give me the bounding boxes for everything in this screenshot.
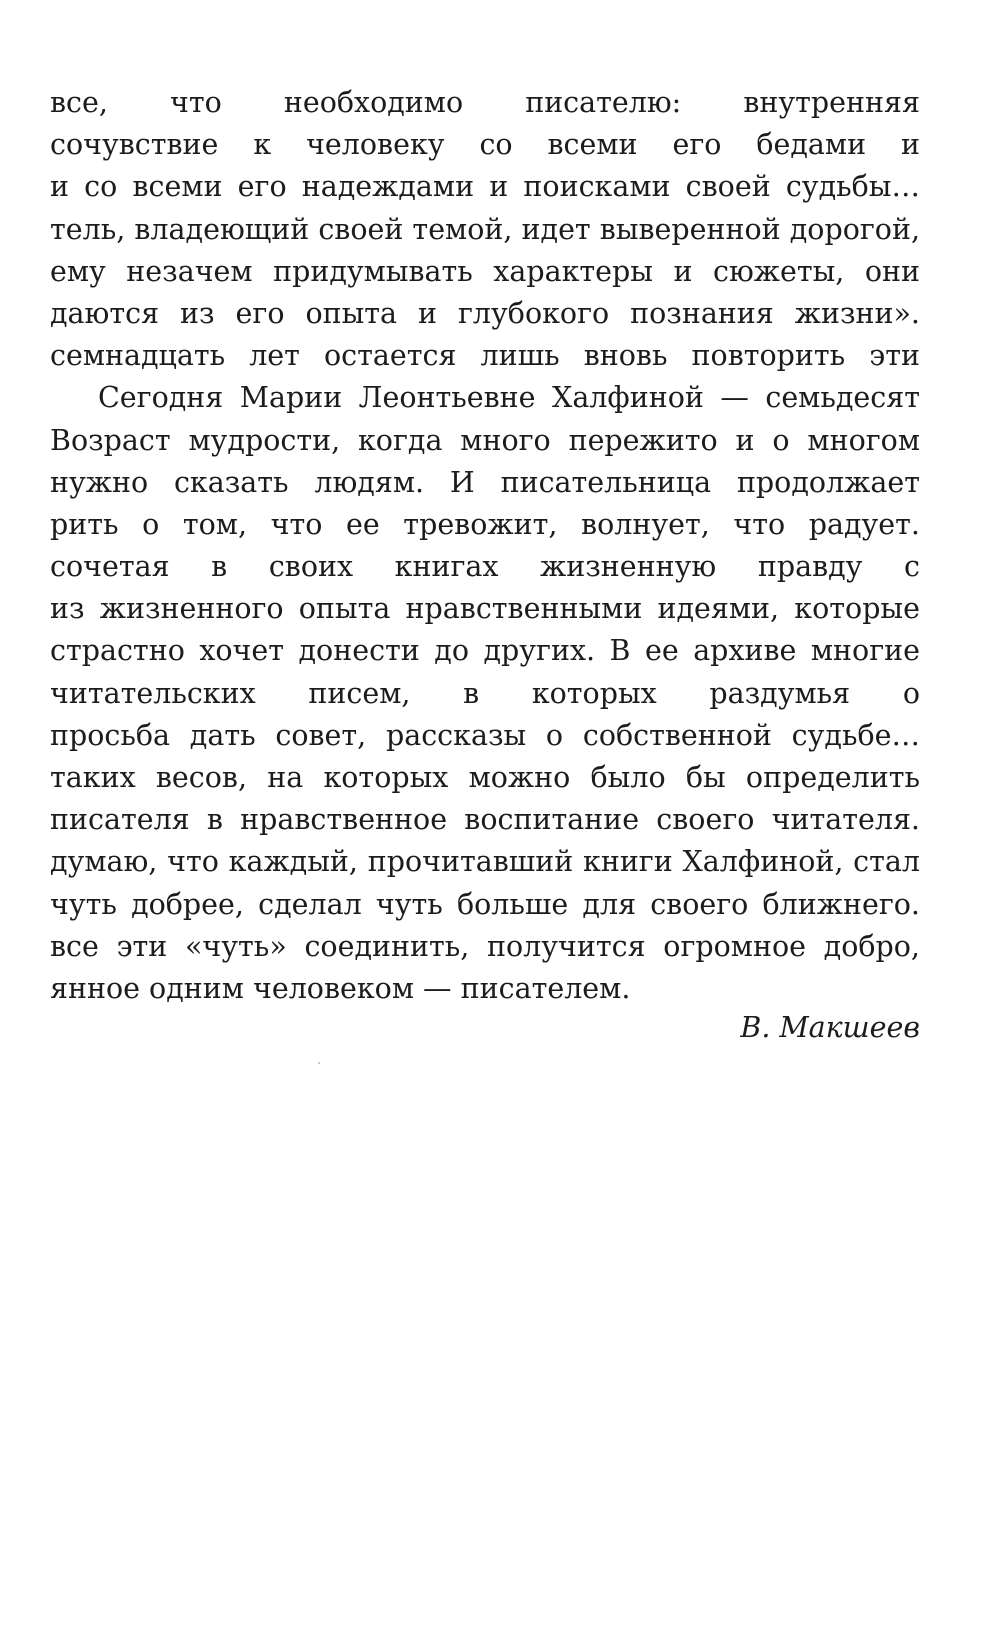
text-line: просьба дать совет, рассказы о собственной судьбе… bbox=[50, 718, 920, 752]
text-line: читательских писем, в которых раздумья о bbox=[50, 676, 920, 710]
text-line: сочувствие к человеку со всеми его бедами и bbox=[50, 128, 920, 162]
text-line: тель, владеющий своей темой, идет выверенной дорогой, bbox=[50, 212, 920, 246]
text-line: Сегодня Марии Леонтьевне Халфиной — семьдесят bbox=[98, 381, 920, 415]
text-line: семнадцать лет остается лишь вновь повторить эти bbox=[50, 339, 920, 373]
paper-speck bbox=[318, 1062, 320, 1064]
text-line: рить о том, что ее тревожит, волнует, что радует. bbox=[50, 507, 920, 541]
text-line: даются из его опыта и глубокого познания жизни». bbox=[50, 296, 920, 330]
text-line: из жизненного опыта нравственными идеями, которые bbox=[50, 592, 920, 626]
text-line: все, что необходимо писателю: внутренняя bbox=[50, 86, 920, 119]
text-line: таких весов, на которых можно было бы определить bbox=[50, 761, 920, 794]
text-line: думаю, что каждый, прочитавший книги Халфиной, стал bbox=[50, 845, 920, 879]
text-line: все эти «чуть» соединить, получится огромное добро, bbox=[50, 929, 920, 963]
author-signature: В. Макшеев bbox=[740, 1011, 920, 1044]
text-line: Возраст мудрости, когда много пережито и о многом bbox=[50, 423, 920, 457]
text-line: писателя в нравственное воспитание своего читателя. bbox=[50, 803, 920, 837]
text-line: чуть добрее, сделал чуть больше для своего ближнего. bbox=[50, 887, 920, 921]
text-line-last: янное одним человеком — писателем. bbox=[50, 971, 631, 1005]
text-line: и со всеми его надеждами и поисками своей судьбы… bbox=[50, 170, 920, 204]
text-line: ему незачем придумывать характеры и сюжеты, они bbox=[50, 254, 920, 288]
paragraph-2 bbox=[50, 377, 920, 1010]
text-line: нужно сказать людям. И писательница продолжает bbox=[50, 465, 920, 499]
text-line: страстно хочет донести до других. В ее архиве многие bbox=[50, 634, 920, 668]
body-text bbox=[50, 82, 920, 1010]
paragraph-1 bbox=[50, 82, 920, 377]
text-line: сочетая в своих книгах жизненную правду с bbox=[50, 550, 920, 584]
